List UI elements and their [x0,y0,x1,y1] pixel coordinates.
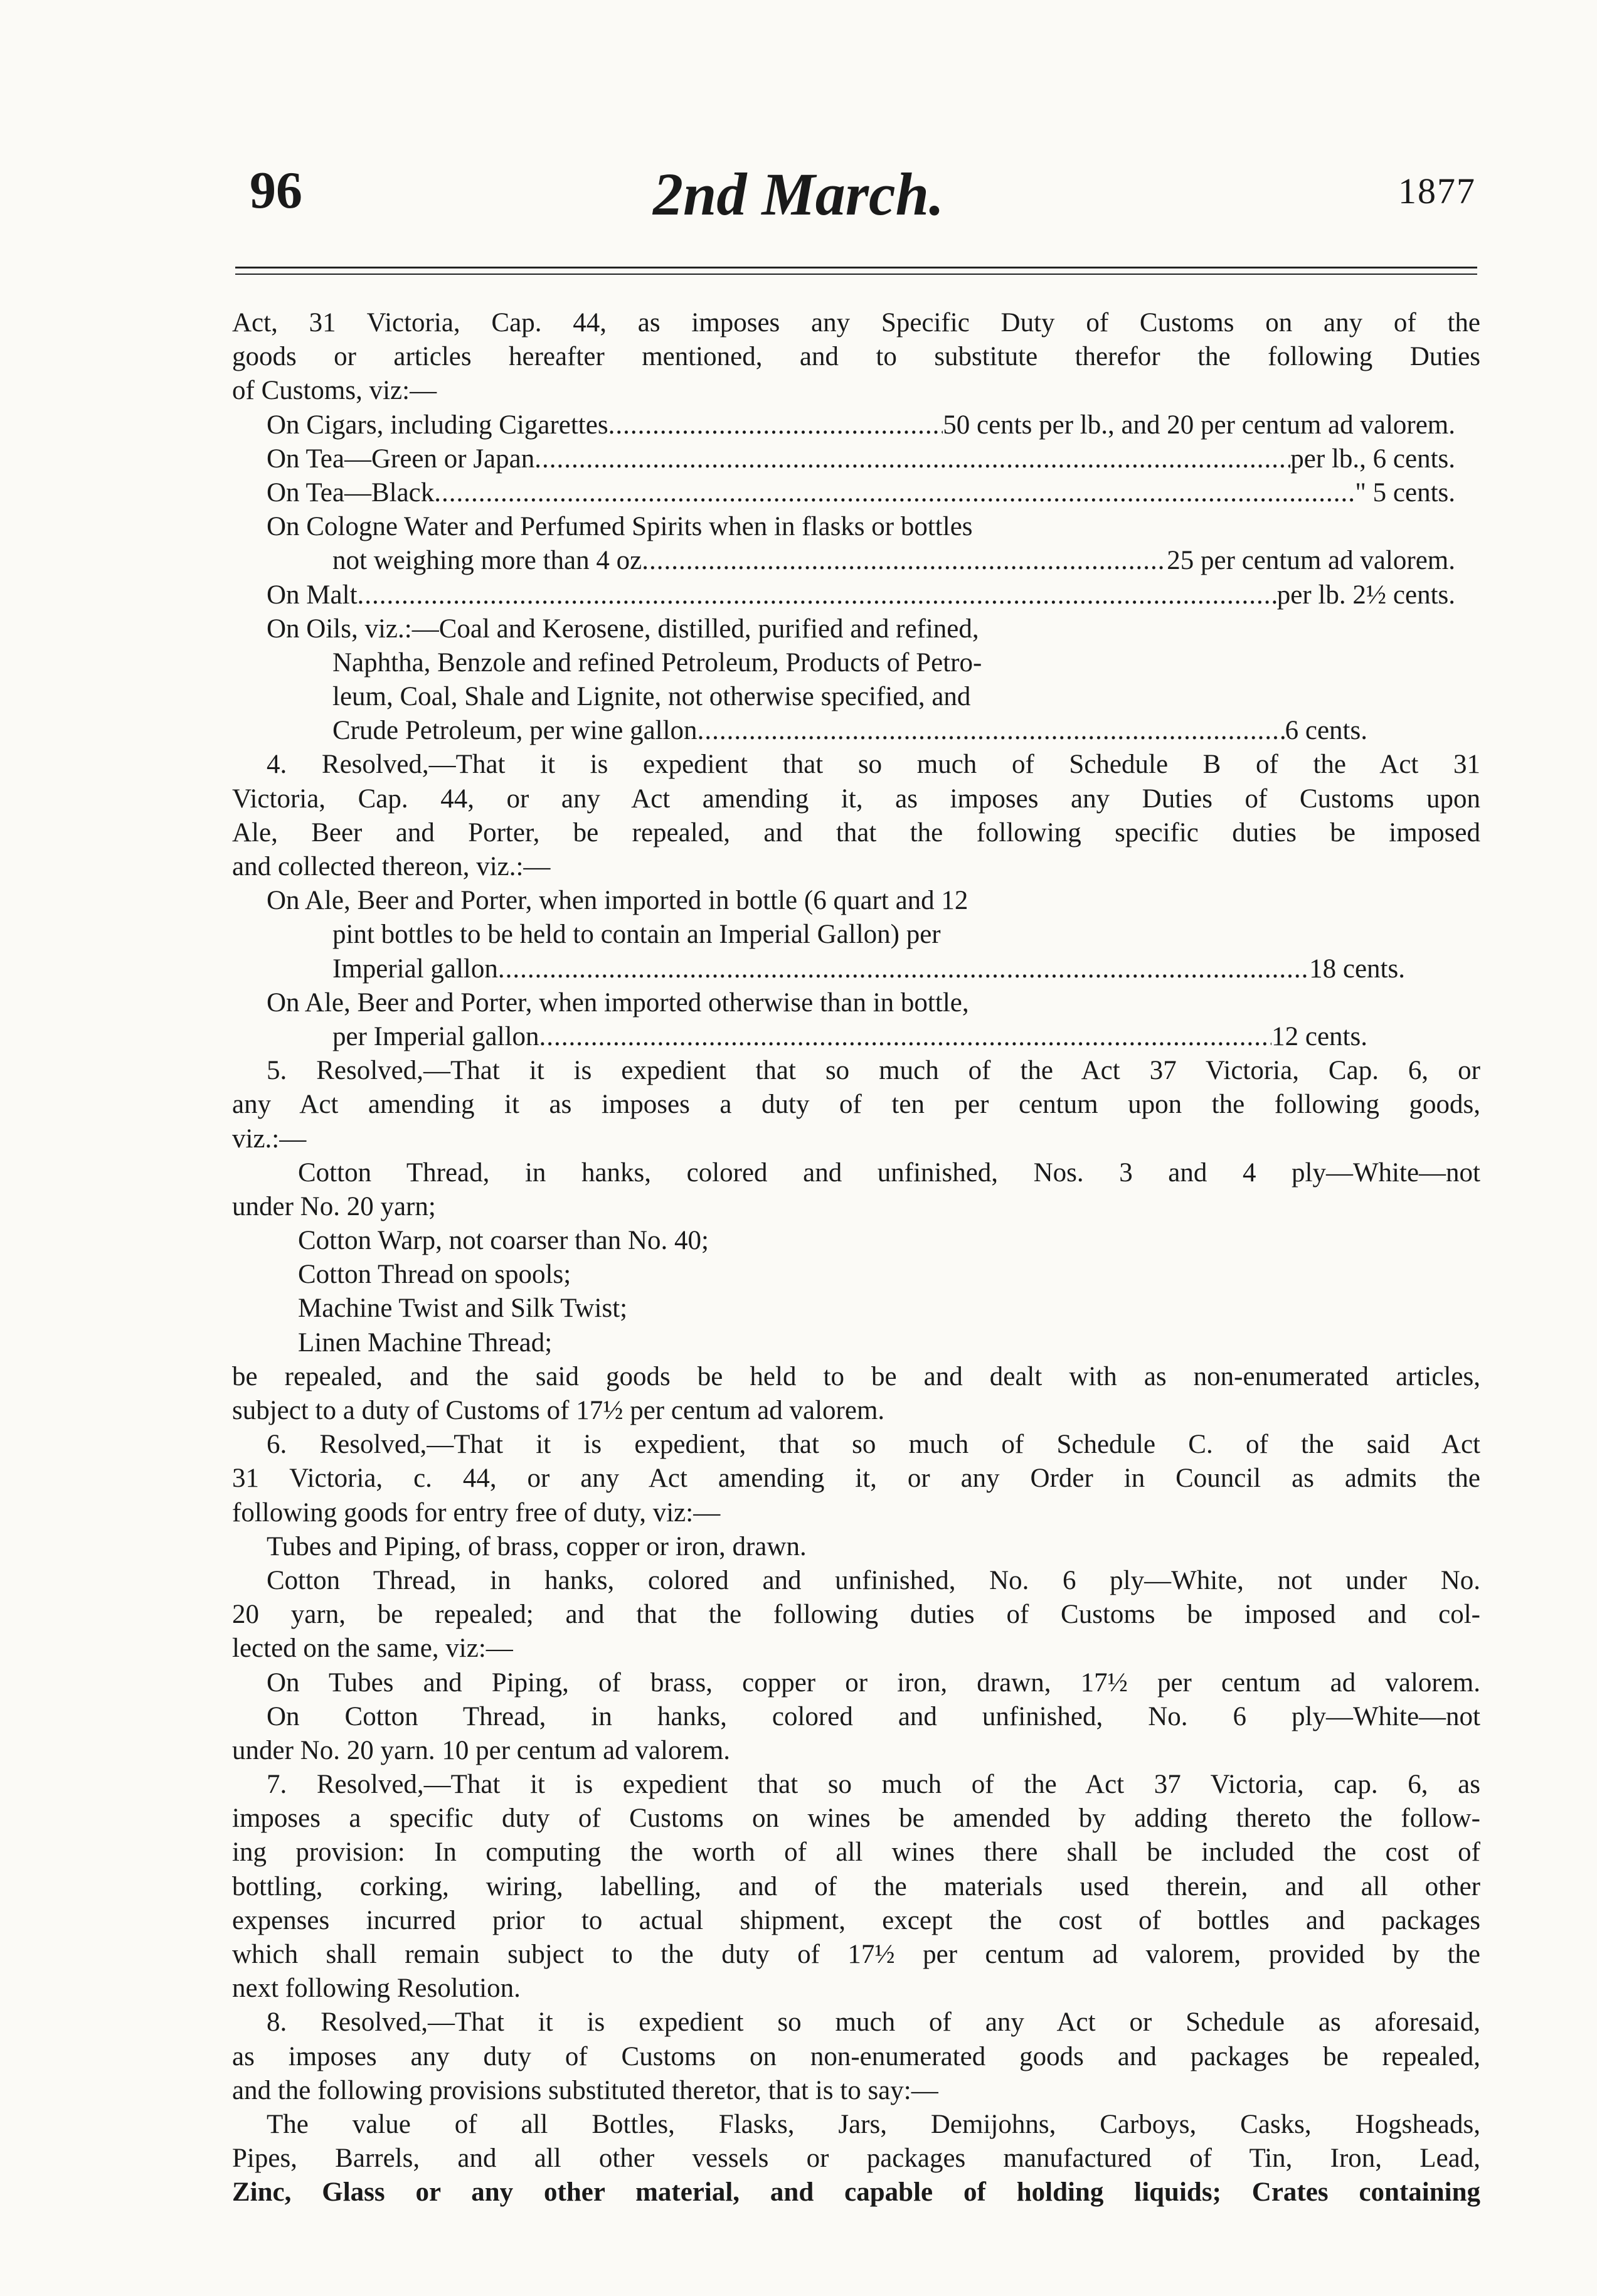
text-line: 4. Resolved,—That it is expedient that so much of Schedule B of the Act 31 [267,750,1480,780]
duty-item [232,442,1480,476]
duty-item-text: On Cigars, including Cigarettes [267,410,608,440]
text-line: which shall remain subject to the duty of 17½ per centum ad valorem, provided by the [232,1940,1480,1969]
page-number: 96 [250,161,302,220]
year: 1877 [1398,171,1476,211]
text-line: On Tubes and Piping, of brass, copper or iron, drawn, 17½ per centum ad valorem. [267,1667,1480,1698]
duty-item-text: Crude Petroleum, per wine gallon [332,716,698,746]
text-line: any Act amending it as imposes a duty of ten per centum upon the following goods, [232,1090,1480,1120]
text-line: On Ale, Beer and Porter, when imported in bottle (6 quart and 12 [267,886,968,916]
text-line: of Customs, viz:— [232,376,437,406]
header-rule [235,267,1477,268]
text-line: Cotton Thread, in hanks, colored and unfinished, Nos. 3 and 4 ply—White—not [298,1157,1480,1188]
text-line: subject to a duty of Customs of 17½ per centum ad valorem. [232,1396,885,1425]
duty-item [232,408,1480,442]
duty-item-rate: 50 cents per lb., and 20 per centum ad valorem. [943,410,1455,440]
text-line: as imposes any duty of Customs on non-enumerated goods and packages be repealed, [232,2041,1480,2071]
duty-item [232,1020,1480,1054]
duty-item-rate: " 5 cents. [1355,477,1455,508]
duty-item-text: not weighing more than 4 oz [332,546,642,576]
duty-item-rate: per lb., 6 cents. [1290,444,1455,474]
text-line: Cotton Thread on spools; [298,1260,571,1290]
running-title: 2nd March. [652,161,945,228]
text-line: viz.:— [232,1124,307,1154]
text-line: leum, Coal, Shale and Lignite, not otherwise specified, and [332,682,971,712]
text-line: and collected thereon, viz.:— [232,852,551,881]
text-line: Tubes and Piping, of brass, copper or iron, drawn. [267,1531,807,1561]
text-line: under No. 20 yarn; [232,1191,436,1221]
text-line: be repealed, and the said goods be held to be and dealt with as non-enumerated articles, [232,1361,1480,1391]
text-line: Pipes, Barrels, and all other vessels or packages manufactured of Tin, Iron, Lead, [232,2144,1480,2174]
duty-item-rate: 25 per centum ad valorem. [1167,546,1455,576]
text-line: 20 yarn, be repealed; and that the following duties of Customs be imposed and col- [232,1600,1480,1630]
text-line: Cotton Thread, in hanks, colored and unfinished, No. 6 ply—White, not under No. [267,1565,1480,1595]
text-line: lected on the same, viz:— [232,1634,513,1664]
text-line: imposes a specific duty of Customs on wines be amended by adding thereto the follow- [232,1804,1480,1834]
duty-item [232,578,1480,612]
text-line: Cotton Warp, not coarser than No. 40; [298,1226,709,1256]
text-line: bottling, corking, wiring, labelling, and of the materials used therein, and all other [232,1871,1480,1901]
text-line: On Ale, Beer and Porter, when imported otherwise than in bottle, [267,987,969,1018]
text-line: expenses incurred prior to actual shipment, except the cost of bottles and packages [232,1905,1480,1935]
text-line: 31 Victoria, c. 44, or any Act amending it, or any Order in Council as admits the [232,1464,1480,1494]
text-line: On Cologne Water and Perfumed Spirits when in flasks or bottles [267,512,973,542]
text-line: On Oils, viz.:—Coal and Kerosene, distilled, purified and refined, [267,614,979,644]
duty-item [232,952,1480,986]
text-line: following goods for entry free of duty, viz:— [232,1497,721,1528]
duty-item-rate: 18 cents. [1309,954,1405,984]
duty-item [232,714,1480,748]
text-line: under No. 20 yarn. 10 per centum ad valorem. [232,1735,731,1765]
text-line: On Cotton Thread, in hanks, colored and unfinished, No. 6 ply—White—not [267,1701,1480,1731]
duty-item-text: per Imperial gallon [332,1021,539,1051]
text-line: Zinc, Glass or any other material, and capable of holding liquids; Crates containing [232,2177,1480,2208]
text-line: 7. Resolved,—That it is expedient that so much of the Act 37 Victoria, cap. 6, as [267,1770,1480,1800]
duty-item-text: On Tea—Green or Japan [267,444,535,474]
duty-item-rate: 12 cents. [1271,1021,1367,1051]
text-line: 8. Resolved,—That it is expedient so much of any Act or Schedule as aforesaid, [267,2007,1480,2038]
header-rule [235,274,1477,275]
text-line: Linen Machine Thread; [298,1327,553,1358]
text-line: 5. Resolved,—That it is expedient that so much of the Act 37 Victoria, Cap. 6, or [267,1056,1480,1086]
text-line: and the following provisions substituted theretor, that is to say:— [232,2075,938,2105]
text-line: 6. Resolved,—That it is expedient, that so much of Schedule C. of the said Act [267,1430,1480,1460]
text-line: ing provision: In computing the worth of all wines there shall be included the cost of [232,1837,1480,1868]
text-line: The value of all Bottles, Flasks, Jars, Demijohns, Carboys, Casks, Hogsheads, [267,2109,1480,2139]
duty-item-text: Imperial gallon [332,954,498,984]
text-line: Act, 31 Victoria, Cap. 44, as imposes any Specific Duty of Customs on any of the [232,308,1480,337]
text-line: pint bottles to be held to contain an Imperial Gallon) per [332,920,941,950]
duty-item-text: On Tea—Black [267,477,435,508]
text-line: Victoria, Cap. 44, or any Act amending it, as imposes any Duties of Customs upon [232,784,1480,814]
duty-item-rate: per lb. 2½ cents. [1276,580,1455,610]
body-text [232,306,1480,2210]
text-line: next following Resolution. [232,1974,521,2004]
text-line: Ale, Beer and Porter, be repealed, and that the following specific duties be imposed [232,817,1480,848]
duty-item [232,544,1480,578]
text-line: Machine Twist and Silk Twist; [298,1294,628,1324]
duty-item-text: On Malt [267,580,358,610]
text-line: goods or articles hereafter mentioned, and to substitute therefor the following Duties [232,342,1480,372]
duty-item-rate: 6 cents. [1285,716,1367,746]
duty-item [232,476,1480,510]
text-line: Naphtha, Benzole and refined Petroleum, Products of Petro- [332,647,982,678]
